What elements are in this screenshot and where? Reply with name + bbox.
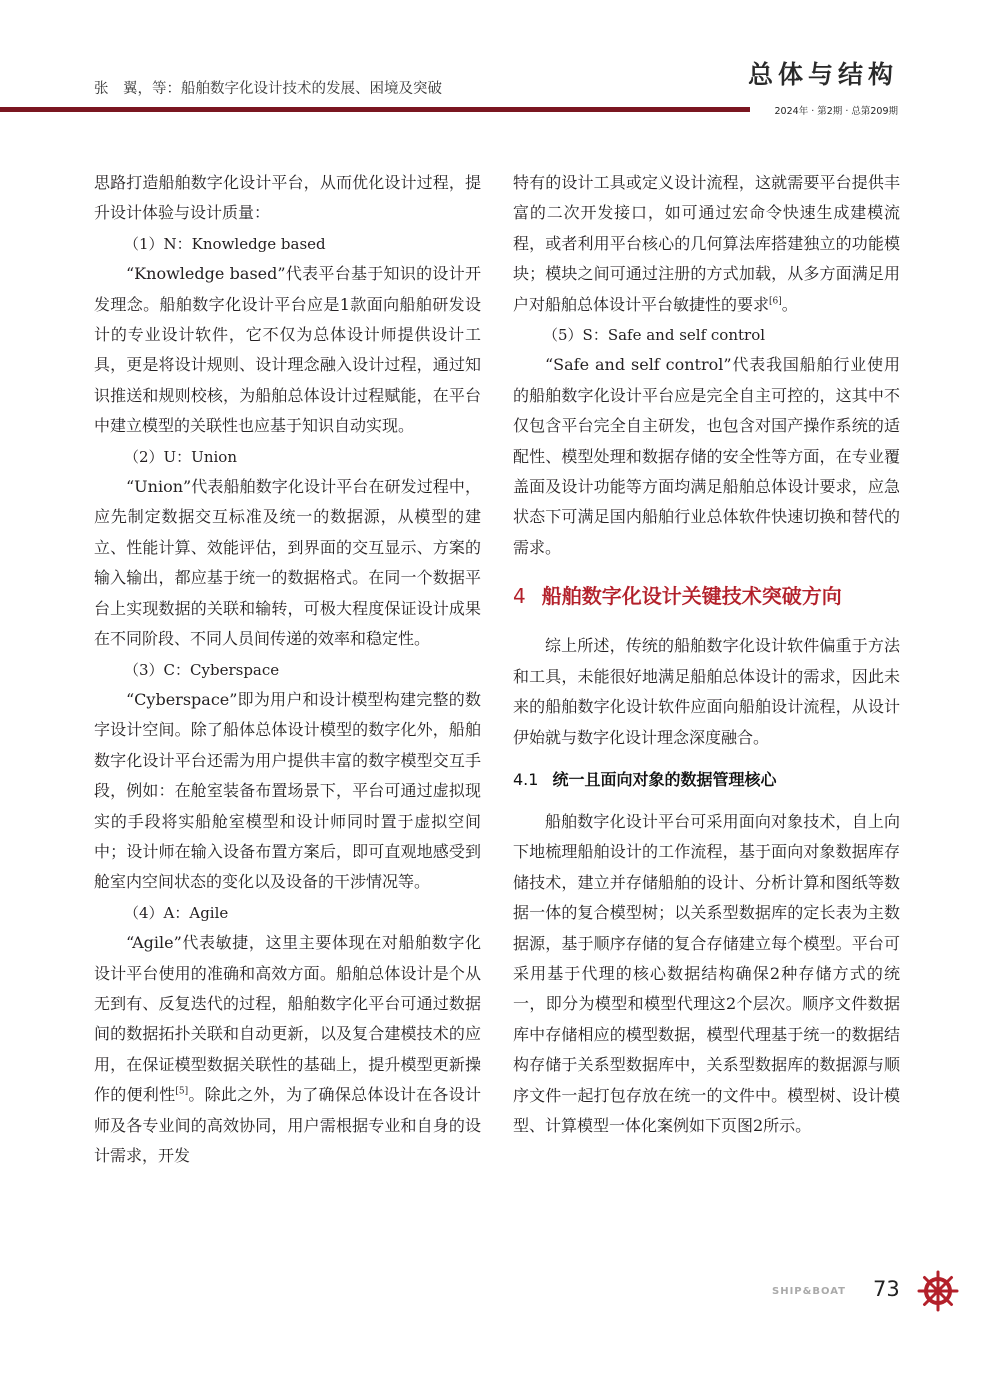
paragraph: “Union”代表船舶数字化设计平台在研发过程中，应先制定数据交互标准及统一的数据源，从模型的建立、性能计算、效能评估，到界面的交互显示、方案的输入输出，都应基于统一的数据格式。在同一个数据平台上实现数据的关联和输转，可极大程度保证设计成果在不同阶段、不同人员间传递的效率和稳定性。	[94, 477, 481, 649]
paragraph: “Safe and self control”代表我国船舶行业使用的船舶数字化设计平台应是完全自主可控的，这其中不仅包含平台完全自主研发，也包含对国产操作系统的适配性、模型处理和数据存储的安全性等方面，在专业覆盖面及设计功能等方面均满足船舶总体设计要求，应急状态下可满足国内船舶行业总体软件快速切换和替代的需求。	[513, 355, 900, 557]
paragraph	[513, 168, 900, 320]
list-item-heading: （1）N：Knowledge based	[124, 234, 326, 253]
paragraph-text: 。除此之外，为了确保总体设计在各设计师及各专业间的高效协同，用户需根据专业和自身的设计需求，开发	[94, 1085, 481, 1165]
journal-logo-text: SHIP&BOAT	[772, 1286, 846, 1297]
running-header-authors: 张 翼，等：船舶数字化设计技术的发展、困境及突破	[94, 81, 442, 97]
issue-info: 2024年 · 第2期 · 总第209期	[774, 106, 898, 117]
left-column	[94, 168, 481, 1171]
list-item-heading: （4）A：Agile	[124, 903, 229, 922]
section-number: 4	[513, 584, 526, 609]
paragraph: 综上所述，传统的船舶数字化设计软件偏重于方法和工具，未能很好地满足船舶总体设计的需求，因此未来的船舶数字化设计软件应面向船舶设计流程，从设计伊始就与数字化设计理念深度融合。	[513, 636, 900, 747]
paragraph: 船舶数字化设计平台可采用面向对象技术，自上向下地梳理船舶设计的工作流程，基于面向对象数据库存储技术，建立并存储船舶的设计、分析计算和图纸等数据一体的复合模型树；以关系型数据库的定长表为主数据源，基于顺序存储的复合存储建立每个模型。平台可采用基于代理的核心数据结构确保2种存储方式的统一，即分为模型和模型代理这2个层次。顺序文件数据库中存储相应的模型数据，模型代理基于统一的数据结构存储于关系型数据库中，关系型数据库的数据源与顺序文件一起打包存放在统一的文件中。模型树、设计模型、计算模型一体化案例如下页图2所示。	[513, 811, 900, 1135]
citation-ref[interactable]: [6]	[769, 296, 782, 307]
page-number: 73	[873, 1277, 900, 1301]
paragraph-text: “Agile”代表敏捷，这里主要体现在对船舶数字化设计平台使用的准确和高效方面。船舶总体设计是个从无到有、反复迭代的过程，船舶数字化平台可通过数据间的数据拓扑关联和自动更新，以及复合建模技术的应用，在保证模型数据关联性的基础上，提升模型更新操作的便利性	[94, 933, 481, 1105]
list-item-heading: （5）S：Safe and self control	[543, 326, 766, 345]
section-heading	[513, 581, 900, 611]
subsection-heading	[513, 765, 900, 795]
list-item-heading: （3）C：Cyberspace	[124, 660, 280, 679]
section-title: 船舶数字化设计关键技术突破方向	[541, 584, 842, 609]
right-column	[513, 168, 900, 1141]
paragraph: 思路打造船舶数字化设计平台，从而优化设计过程，提升设计体验与设计质量：	[94, 173, 481, 223]
subsection-number: 4.1	[513, 769, 539, 789]
list-item-heading: （2）U：Union	[124, 447, 237, 466]
paragraph-text: 特有的设计工具或定义设计流程，这就需要平台提供丰富的二次开发接口，如可通过宏命令快速生成建模流程，或者利用平台核心的几何算法库搭建独立的功能模块；模块之间可通过注册的方式加载，从多方面满足用户对船舶总体设计平台敏捷性的要求	[513, 173, 900, 314]
ship-wheel-icon	[917, 1270, 959, 1312]
subsection-title: 统一且面向对象的数据管理核心	[552, 769, 777, 789]
paragraph-text: 。	[781, 294, 798, 314]
paragraph	[94, 928, 481, 1171]
header-rule	[0, 107, 750, 112]
paragraph: “Cyberspace”即为用户和设计模型构建完整的数字设计空间。除了船体总体设计模型的数字化外，船舶数字化设计平台还需为用户提供丰富的数字模型交互手段，例如：在舱室装备布置场景下，平台可通过虚拟现实的手段将实船舱室模型和设计师同时置于虚拟空间中；设计师在输入设备布置方案后，即可直观地感受到舱室内空间状态的变化以及设备的干涉情况等。	[94, 689, 481, 892]
citation-ref[interactable]: [5]	[175, 1086, 189, 1097]
journal-section-title: 总体与结构	[747, 60, 898, 89]
paragraph: “Knowledge based”代表平台基于知识的设计开发理念。船舶数字化设计平台应是1款面向船舶研发设计的专业设计软件，它不仅为总体设计师提供设计工具，更是将设计规则、设计理念融入设计过程，通过知识推送和规则校核，为船舶总体设计过程赋能，在平台中建立模型的关联性也应基于知识自动实现。	[94, 264, 481, 436]
